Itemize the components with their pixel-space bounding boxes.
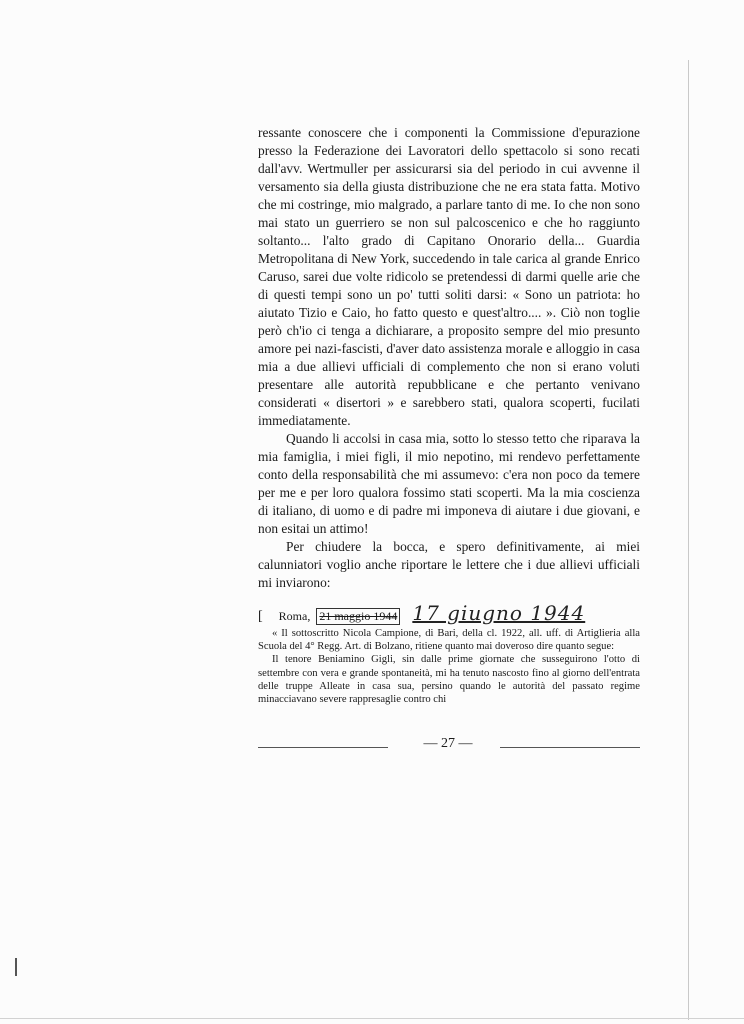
paragraph: ressante conoscere che i componenti la Commissione d'epurazione presso la Federazione dei Lavoratori dello spettacolo si sono recati dall'avv. Wertmuller per assicurarsi sia del periodo in cui avvenne il versamento sia della giusta distribuzione che ne era stata fatta. Motivo che mi costringe, mio malgrado, a parlare tanto di me. Io che non sono mai stato un guerriero se non sul palcoscenico e che ho raggiunto soltanto... l'alto grado di Capitano Onorario della... Guardia Metropolitana di New York, succedendo in tale carica al grande Enrico Caruso, sarei due volte ridicolo se pretendessi di darmi quelle arie che di questi tempi sono un po' tutti soliti darsi: « Sono un patriota: ho aiutato Tizio e Caio, ho fatto questo e quest'altro.... ». Ciò non toglie però ch'io ci tenga a dichiarare, a proposito sempre del mio presunto amore pei nazi-fascisti, d'aver dato assistenza morale e alloggio in casa mia a due allievi ufficiali di complemento che non si erano voluti presentare alle autorità repubblicane e che pertanto venivano considerati « disertori » e sarebbero stati, qualora scoperti, fucilati immediatamente. [258,125,640,428]
letter-body [258,627,640,706]
paragraph: Quando li accolsi in casa mia, sotto lo stesso tetto che riparava la mia famiglia, i miei figli, il mio nepotino, mi rendevo perfettamente conto della responsabilità che mi assumevo: c'era non poco da temere per me e per loro qualora fossimo stati scoperti. Ma la mia coscienza di italiano, di uomo e di padre mi imponeva di aiutare i due giovani, e non esitai un attimo! [258,431,640,536]
paragraph: Per chiudere la bocca, e spero definitivamente, ai miei calunniatori voglio anche riportare le lettere che i due allievi ufficiali mi inviarono: [258,539,640,590]
handwritten-date-correction: 17 giugno 1944 [412,601,586,625]
scan-page-edge [688,60,689,1020]
printed-date-struck: 21 maggio 1944 [316,608,400,625]
letter-place: Roma, [278,609,311,623]
letter-paragraph: « Il sottoscritto Nicola Campione, di Bari, della cl. 1922, all. uff. di Artiglieria alla Scuola del 4° Regg. Art. di Bolzano, ritiene quanto mai doveroso dire quanto segue: [258,628,640,653]
quoted-letter [258,601,640,706]
scan-artifact [15,958,17,976]
page-number: — 27 — [423,736,473,751]
letter-paragraph: Il tenore Beniamino Gigli, sin dalle prime giornate che susseguirono l'otto di settembre con vera e grande spontaneità, mi ha tenuto nascosto fino al giorno dell'entrata delle truppe Alleate in casa sua, persino quando le autorità del passato regime minacciavano severe rappresaglie contro chi [258,654,640,706]
bracket-mark: [ [258,609,263,624]
scan-bottom-edge [0,1018,744,1019]
page-footer [258,736,640,756]
body-text [258,124,640,592]
footer-rule [500,747,640,748]
letter-header [258,601,640,627]
footer-rule [258,747,388,748]
